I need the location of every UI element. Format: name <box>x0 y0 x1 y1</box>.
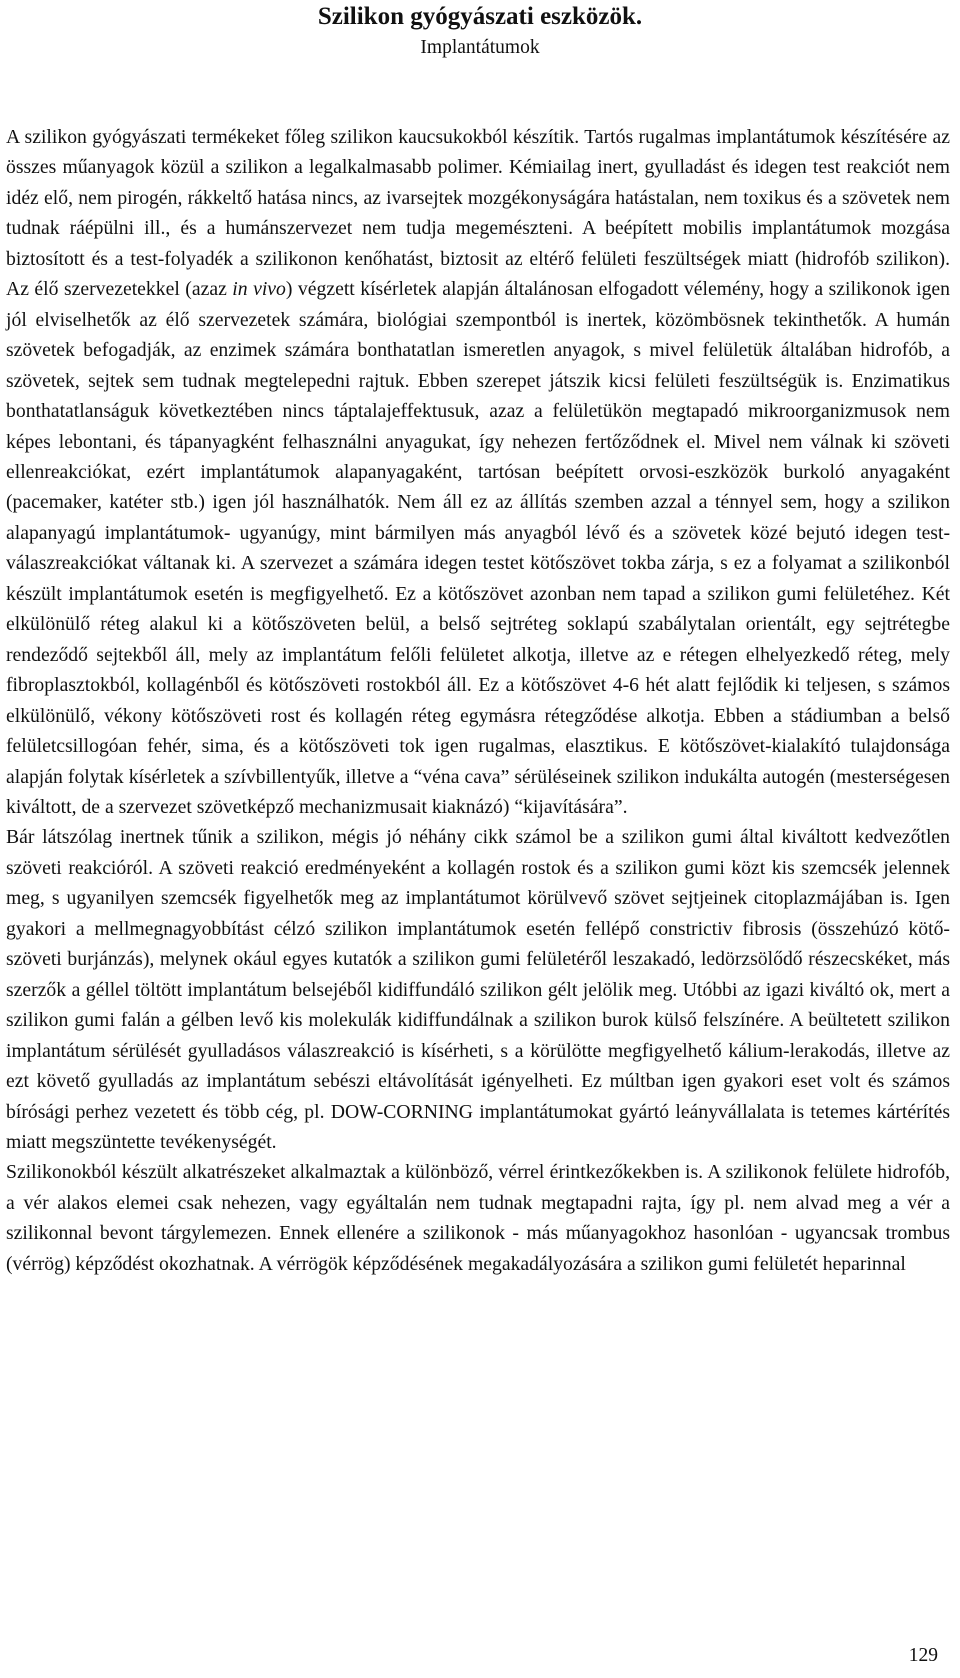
paragraph-3: Szilikonokból készült alkatrészeket alkalmaztak a különböző, vérrel érintkezőkekben is. A szilikonok felülete hidrofób, a vér alakos elemei csak nehezen, vagy egyáltalán nem tudnak megtapadni rajta, így pl. nem alvad meg a vér a szilikonnal bevont tárgylemezen. Ennek ellenére a szilikonok - más műanyagokhoz hasonlóan - ugyancsak trombus (vérrög) képződést okozhatnak. A vérrögök képződésének megakadályozására a szilikon gumi felületét heparinnal <box>6 1161 950 1275</box>
paragraph-1-text-end: ) végzett kísérletek alapján általánosan elfogadott vélemény, hogy a szilikonok igen jól elviselhetők az élő szervezetek számára, biológiai szempontból is inertek, közömbösnek tekinthetők. A humán szövetek befogadják, az enzimek számára bonthatatlan ismeretlen anyagok, s mivel felületük általában hidrofób, a szövetek, sejtek sem tudnak megtelepedni rajtuk. Ebben szerepet játszik kicsi felületi feszültségük is. Enzimatikus bonthatatlanságuk következtében nincs táptalajeffektusuk, azaz a felületükön megtapadó mikroorganizmusok nem képes lebontani, és tápanyagként felhasználni anyagukat, így nehezen fertőződnek el. Mivel nem válnak ki szöveti ellenreakciókat, ezért implantátumok alapanyagaként, tartósan beépített orvosi-eszközök burkoló anyagaként (pacemaker, katéter stb.) igen jól használhatók. Nem áll ez az állítás szemben azzal a ténnyel sem, hogy a szilikon alapanyagú implantátumok- ugyanúgy, mint bármilyen más anyagból lévő és a szövetek közé bejutó idegen test- válaszreakciókat váltanak ki. A szervezet a számára idegen testet kötőszövet tokba zárja, s ez a folyamat a szilikonból készült implantátumok esetén is megfigyelhető. Ez a kötőszövet azonban nem tapad a szilikon gumi felületéhez. Két elkülönülő réteg alakul ki a kötőszöveten belül, a belső sejtréteg soklapú szabálytalan orientált, egy sejtrétegbe rendeződő sejtekből áll, mely az implantátum felőli felületet alkotja, illetve az e rétegen elhelyezkedő réteg, mely fibroplasztokból, kollagénből és kötőszöveti rostokból áll. Ez a kötőszövet 4-6 hét alatt fejlődik ki teljesen, s számos elkülönülő, vékony kötőszöveti rost és kollagén réteg egymásra rétegződése alkotja. Ebben a stádiumban a belső felületcsillogóan fehér, sima, és a kötőszöveti tok igen rugalmas, elasztikus. E kötőszövet-kialakító tulajdonsága alapján folytak kísérletek a szívbillentyűk, illetve a “véna cava” sérüléseinek szilikon indukálta autogén (mesterségesen kiváltott, de a szervezet szövetképző mechanizmusait kiaknázó) “kijavítására”. <box>6 278 951 818</box>
page-number: 129 <box>908 1645 938 1666</box>
body-text <box>6 122 950 1279</box>
paragraph-1-text-start: A szilikon gyógyászati termékeket főleg szilikon kaucsukokból készítik. Tartós rugalmas implantátumok készítésére az összes műanyagok közül a szilikon a legalkalmasabb polimer. Kémiailag inert, gyulladást és idegen test reakciót nem idéz elő, nem pirogén, rákkeltő hatása nincs, az ivarsejtek mozgékonyságára hatástalan, nem toxikus és a szövetek nem tudnak ráépülni ill., és a humánszervezet nem tudja megemészteni. A beépített mobilis implantátumok mozgása biztosított és a test-folyadék a szilikonon kenőhatást, biztosit az eltérő felületi feszültségek miatt (hidrofób szilikon). Az élő szervezetekkel (azaz <box>6 126 950 301</box>
page-title: Szilikon gyógyászati eszközök. <box>317 3 643 30</box>
paragraph-2: Bár látszólag inertnek tűnik a szilikon, mégis jó néhány cikk számol be a szilikon gumi által kiváltott kedvezőtlen szöveti reakcióról. A szöveti reakció eredményeként a kollagén rostok és a szilikon gumi közt kis szemcsék jelennek meg, s ugyanilyen szemcsék figyelhetők meg az implantátumot körülvevő szövet sejtjeinek citoplazmájában is. Igen gyakori a mellmegnagyobbítást célzó szilikon implantátumok esetén fellépő constrictiv fibrosis (összehúzó kötő-szöveti burjánzás), melynek okául egyes kutatók a szilikon gumi felületéről leszakadó, ledörzsölődő részecskéket, más szerzők a géllel töltött implantátum belsejéből kidiffundáló szilikon gélt jelölik meg. Utóbbi az igazi kiváltó ok, mert a szilikon gumi falán a gélben levő kis molekulák kidiffundálnak a szilikon burok külső felszínére. A beültetett szilikon implantátum sérülését gyulladásos válaszreakció is kísérheti, s a körülötte megfigyelhető kálium-lerakodás, illetve az ezt követő gyulladás az implantátum sebészi eltávolítását igényelheti. Ez múltban igen gyakori eset volt és számos bírósági perhez vezetett és több cég, pl. DOW-CORNING implantátumokat gyártó leányvállalata is tetemes kártérítés miatt megszüntette tevékenységét. <box>6 826 950 1153</box>
page-subtitle: Implantátumok <box>420 37 540 58</box>
paragraph-1 <box>6 122 950 822</box>
paragraph-1-italic-term: in vivo <box>232 278 286 301</box>
